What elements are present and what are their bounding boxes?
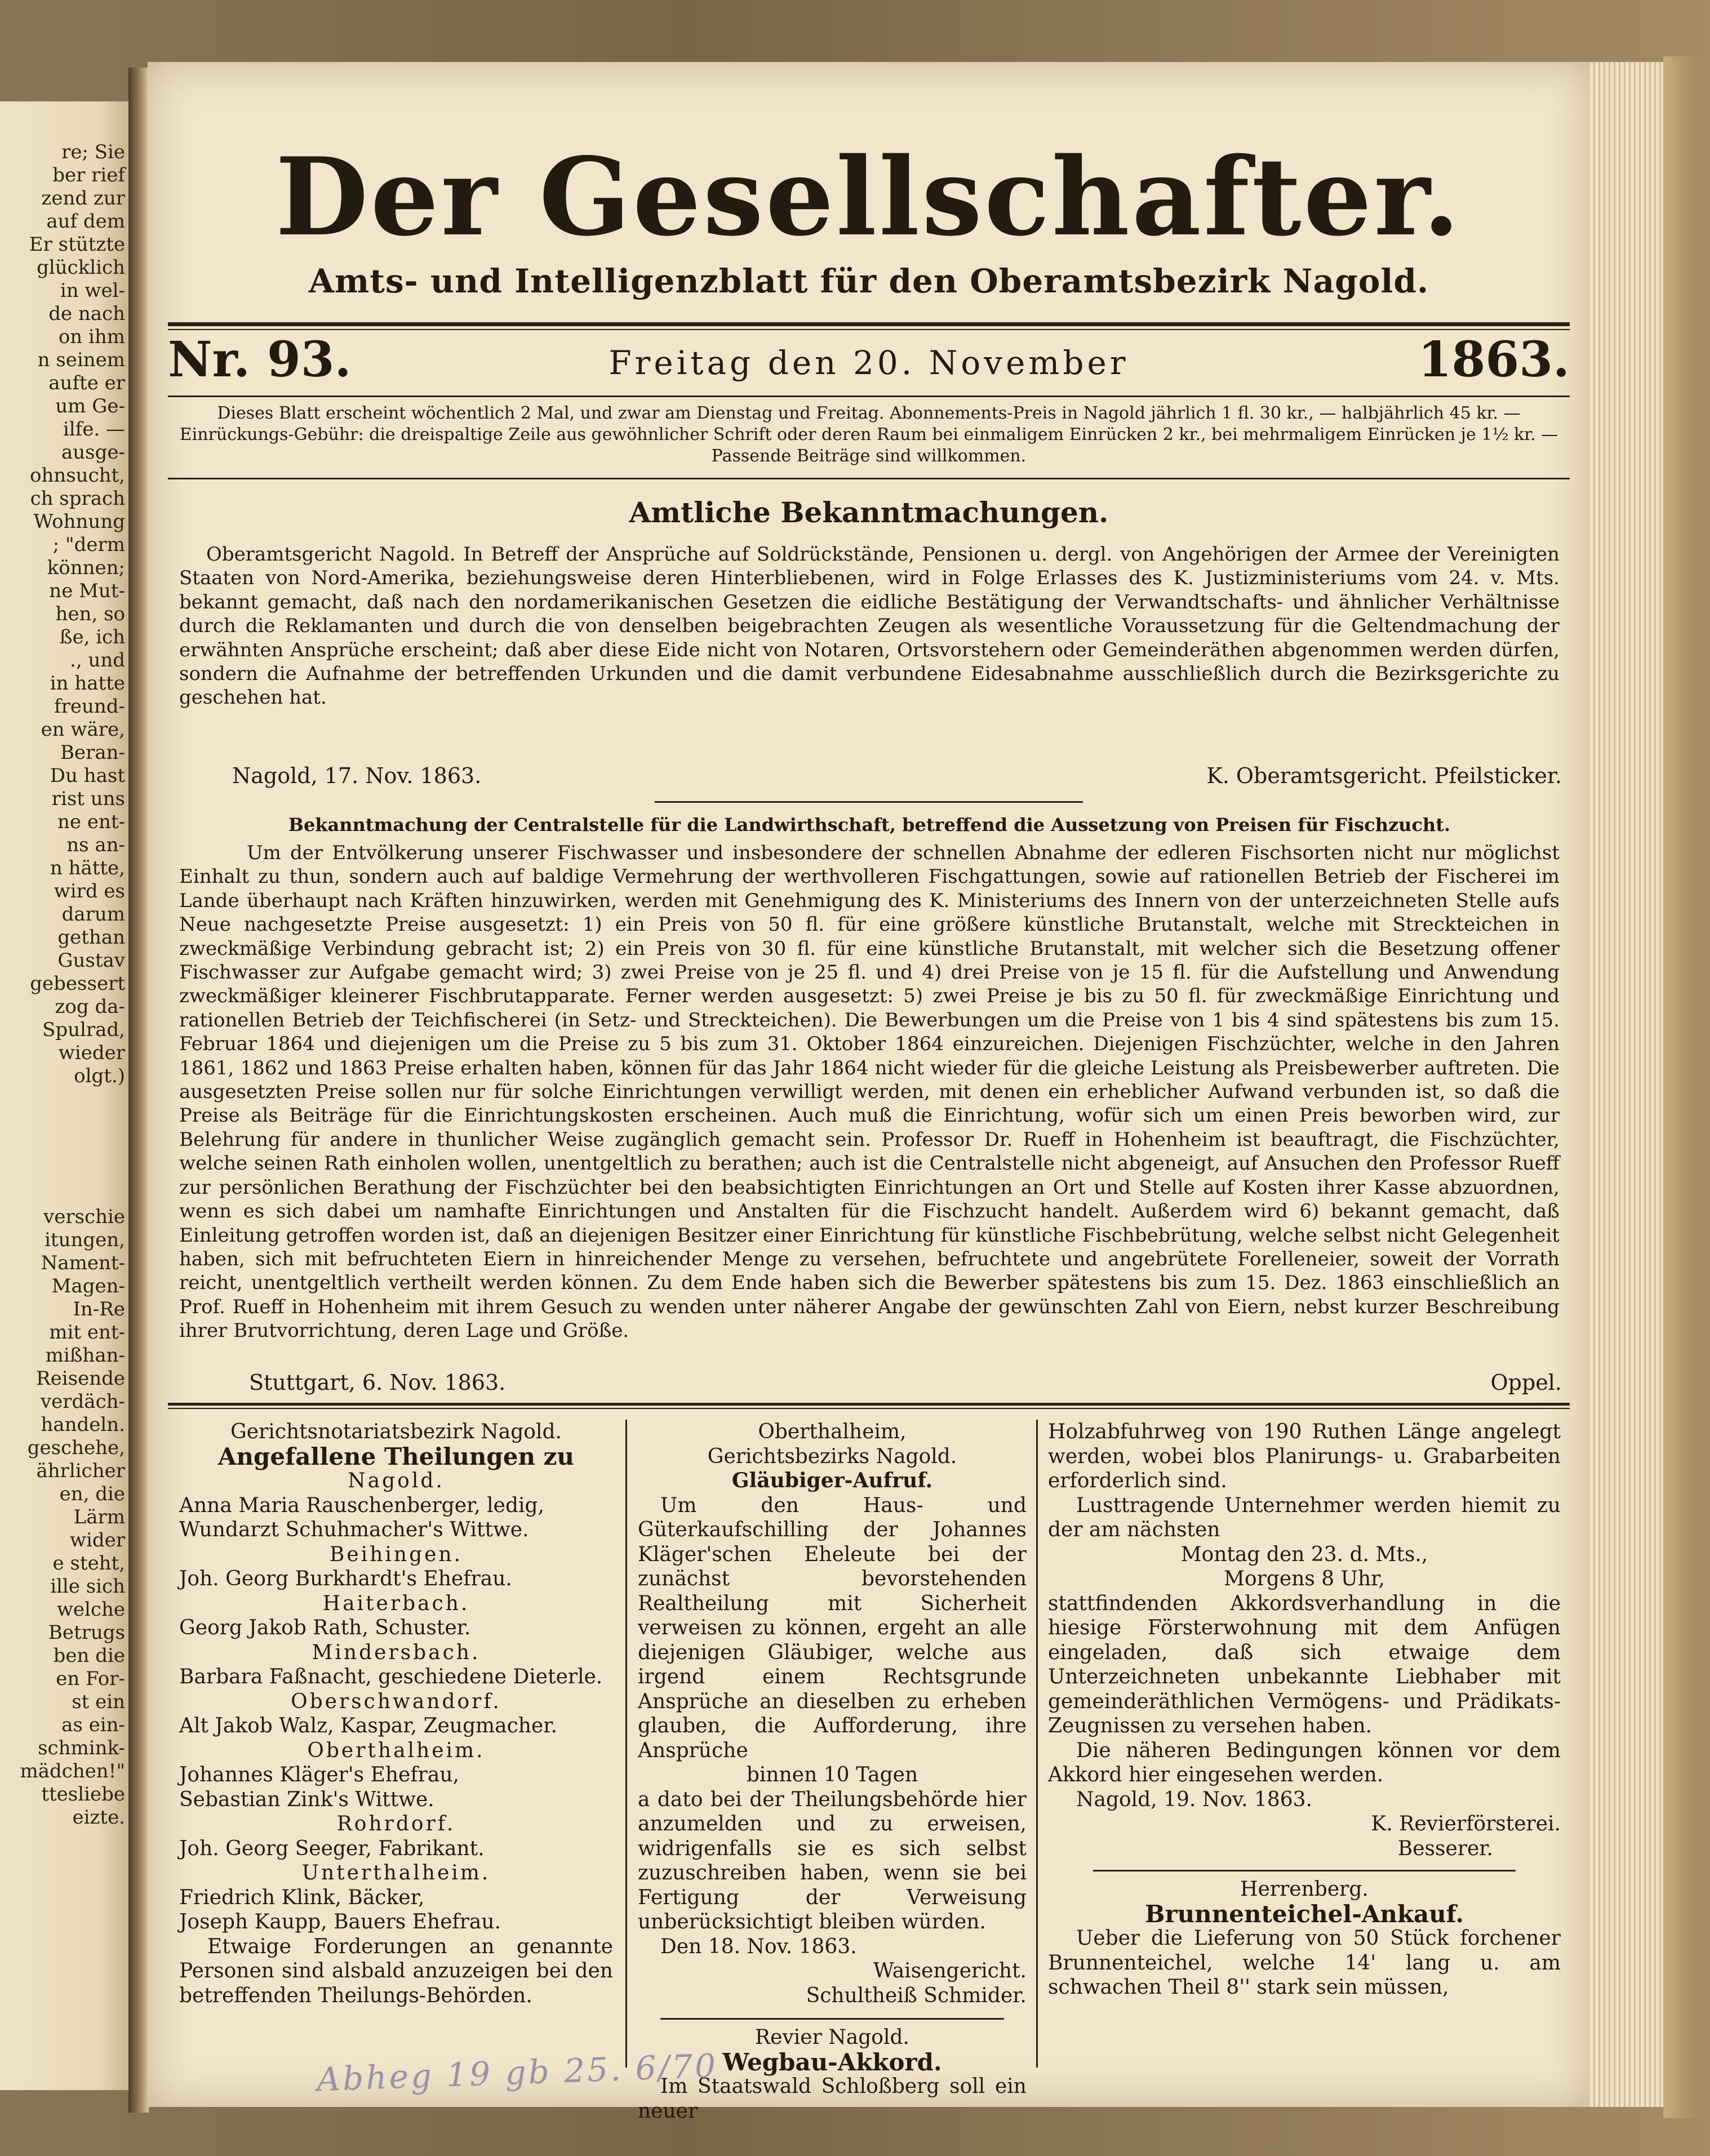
column-right-date1: Montag den 23. d. Mts.,: [1180, 1542, 1428, 1566]
left-page-line: re; Sie: [61, 141, 125, 163]
left-entry-place: Oberschwandorf.: [291, 1690, 501, 1713]
left-page-line: ille sich: [50, 1575, 125, 1598]
left-page-line: Reisende: [36, 1367, 125, 1390]
left-page-line: können;: [47, 557, 125, 579]
column-middle: [638, 1420, 1027, 2123]
masthead-title: Der Gesellschafter.: [275, 134, 1463, 260]
left-page-line: Du hast: [50, 764, 125, 787]
left-page-line: auf dem: [46, 210, 125, 233]
columns-top-rule: [168, 1403, 1570, 1406]
left-page-line: ne Mut-: [49, 580, 125, 602]
left-page-line: de nach: [48, 303, 125, 325]
left-page-line: Nament-: [41, 1252, 125, 1274]
left-page-line: Wohnung: [33, 510, 125, 533]
left-entry-name: Georg Jakob Rath, Schuster.: [179, 1616, 471, 1639]
left-page-line: n hätte,: [50, 857, 125, 879]
left-page-line: geschehe,: [27, 1437, 125, 1459]
left-page-line: ; "derm: [52, 534, 125, 556]
newspaper-page: [148, 62, 1590, 2123]
left-page-line: Betrugs: [48, 1621, 125, 1644]
left-entry-place: Mindersbach.: [312, 1641, 481, 1664]
issue-year: 1863.: [1418, 331, 1570, 388]
left-page-line: freund-: [54, 695, 125, 718]
oberamt-notice-signature: K. Oberamtsgericht. Pfeilsticker.: [1206, 763, 1562, 788]
subscription-info: Dieses Blatt erscheint wöchentlich 2 Mal, und zwar am Dienstag und Freitag. Abonnements-Preis in Nagold jährlich 1 fl. 30 kr., — halbjährlich 45 kr. — Einrückungs-Gebühr: die dreispaltige Zeile aus gewöhnlicher Schrift oder deren Raum bei einmaligem Einrücken 2 kr., bei mehrmaligem Einrücken je 1½ kr. — Passende Beiträge sind willkommen.: [179, 403, 1558, 466]
left-page-line: wider: [69, 1529, 125, 1552]
left-entry-place: Oberthalheim.: [307, 1739, 485, 1762]
left-page-line: ohnsucht,: [29, 464, 125, 487]
left-page-line: mißhan-: [45, 1344, 125, 1367]
masthead-rule-thick: [168, 322, 1570, 326]
left-entry-name: Joseph Kaupp, Bauers Ehefrau.: [179, 1910, 501, 1933]
left-page-line: ns an-: [66, 834, 125, 856]
left-page-line: verdäch-: [40, 1390, 125, 1413]
cover-edge: [1663, 56, 1697, 2118]
left-entry-name: Wundarzt Schuhmacher's Wittwe.: [179, 1518, 529, 1541]
left-entry-name: Sebastian Zink's Wittwe.: [179, 1788, 434, 1811]
left-entry-place: Unterthalheim.: [301, 1861, 491, 1884]
left-page-line: n seinem: [37, 349, 125, 371]
issue-number: Nr. 93.: [168, 331, 352, 388]
oberamt-notice-body: Oberamtsgericht Nagold. In Betreff der Ansprüche auf Soldrückstände, Pensionen u. dergl. von Angehörigen der Armee der Vereinigten Staaten von Nord-Amerika, beziehungsweise deren Hinterbliebenen, wird in Folge Erlasses des K. Justizministeriums vom 24. v. Mts. bekannt gemacht, daß nach den nordamerikanischen Gesetzen die eidliche Bestätigung der Verwandtschafts- und ähnlicher Verhältnisse durch die Reklamanten und durch die von denselben beigebrachten Zeugen als wesentliche Voraussetzung für die Geltendmachung der erwähnten Ansprüche erscheint; daß aber diese Eide nicht von Notaren, Ortsvorstehern oder Gemeinderäthen abgenommen werden dürfen, sondern die Aufnahme der betreffenden Urkunden und die damit verbundene Eidesabnahme ausschließlich durch die Bezirksgerichte zu geschehen hat.: [179, 543, 1560, 709]
column-middle-heading: Gläubiger-Aufruf.: [731, 1469, 933, 1492]
central-notice-place-date: Stuttgart, 6. Nov. 1863.: [249, 1370, 506, 1395]
left-page-line: Lärm: [73, 1506, 125, 1528]
masthead-subtitle: Amts- und Intelligenzblatt für den Oberamtsbezirk Nagold.: [308, 262, 1429, 300]
central-notice-body: Um der Entvölkerung unserer Fischwasser und insbesondere der schnellen Abnahme der edleren Fischsorten nicht nur möglichst Einhalt zu thun, sondern auch auf baldige Vermehrung der werthvolleren Fischgattungen, sowie auf rationellen Betrieb der Fischerei im Lande überhaupt nach Kräften hinzuwirken, werden mit Genehmigung des K. Ministeriums des Innern von der unterzeichneten Stelle aufs Neue nachgesetzte Preise ausgesetzt: 1) ein Preis von 50 fl. für eine größere künstliche Brutanstalt, welche mit Streckteichen in zweckmäßige Verbindung gebracht ist; 2) ein Preis von 30 fl. für eine künstliche Brutanstalt, mit welcher sich die Besetzung offener Fischwasser zur Aufgabe gemacht wird; 3) zwei Preise von je 25 fl. und 4) drei Preise von je 15 fl. für die Aufstellung und Anwendung zweckmäßiger kleinerer Fischbrutapparate. Ferner werden ausgesetzt: 5) zwei Preise je bis zu 50 fl. für zweckmäßige Einrichtung und rationellen Betrieb der Teichfischerei (in Setz- und Streckteichen). Die Bewerbungen um die Preise von 1 bis 4 sind spätestens bis zum 15. Februar 1864 und diejenigen um die Preise zu 5 bis zum 31. Oktober 1864 einzureichen. Diejenigen Fischzüchter, welche in den Jahren 1861, 1862 und 1863 Preise erhalten haben, können für das Jahr 1864 nicht wieder für die gleiche Leistung als Preisbewerber auftreten. Die ausgesetzten Preise sollen nur für solche Einrichtungen verwilligt werden, mit denen ein erheblicher Aufwand verbunden ist, so daß die Preise als Beiträge für die Einrichtungskosten erscheinen. Auch muß die Einrichtung, wofür sich um einen Preis beworben wird, zur Belehrung für andere in thunlicher Weise zugänglich gemacht sein. Professor Dr. Rueff in Hohenheim ist beauftragt, die Fischzüchter, welche seinen Rath einholen wollen, unentgeltlich zu berathen; auch ist die Centralstelle nicht abgeneigt, auf Ansuchen den Professor Rueff zur persönlichen Berathung der Fischzüchter bei den beabsichtigten Einrichtungen an Ort und Stelle auf Kosten ihrer Kasse abzuordnen, wenn es sich dabei um namhafte Einrichtungen und Anstalten für die Fischzucht handelt. Außerdem wird 6) bekannt gemacht, daß Einleitung getroffen worden ist, daß an diejenigen Besitzer einer Einrichtung für künstliche Fischbebrütung, welche selbst nicht Gelegenheit haben, sich mit befruchteten Eiern in hinreichender Menge zu versehen, befruchtete und angebrütete Forelleneier, soweit der Vorrath reicht, unentgeltlich vertheilt werden können. Zu dem Ende haben sich die Bewerber spätestens bis zum 15. Dez. 1863 einschließlich an Prof. Rueff in Hohenheim mit ihrem Gesuch zu wenden unter näherer Angabe der gewünschten Zahl von Eiern, nebst kurzer Beschreibung ihrer Brutvorrichtung, deren Lage und Größe.: [179, 842, 1560, 1343]
left-page-line: Gustav: [57, 949, 125, 972]
left-entry-name: Barbara Faßnacht, geschiedene Dieterle.: [179, 1665, 603, 1688]
central-notice-heading: Bekanntmachung der Centralstelle für die Landwirthschaft, betreffend die Aussetzung von Preisen für Fischzucht.: [288, 814, 1451, 835]
column-right-heading2: Brunnenteichel-Ankauf.: [1145, 1900, 1464, 1928]
column-middle-body3: Im Staatswald Schloßberg soll ein neuer: [638, 2075, 1027, 2123]
left-page-line: darum: [61, 903, 125, 926]
column-middle-sig1: Waisengericht.: [873, 1959, 1027, 1982]
column-left-closing: Etwaige Forderungen an genannte Personen sind alsbald anzuzeigen bei den betreffenden Theilungs-Behörden.: [179, 1935, 613, 2007]
column-divider-right: [1036, 1420, 1038, 2068]
left-entry-place: Beihingen.: [329, 1542, 463, 1566]
left-page-line: Er stützte: [29, 233, 125, 256]
left-page-line: ch sprach: [30, 487, 125, 510]
left-page-line: st ein: [72, 1691, 125, 1713]
column-left-heading: Angefallene Theilungen zu: [217, 1442, 575, 1470]
left-page-line: in hatte: [50, 672, 125, 695]
columns-top-rule-thin: [168, 1408, 1570, 1409]
left-page-fragment: [0, 101, 130, 2090]
pencil-annotation: Abheg 19 gb 25. 6/70: [316, 2046, 719, 2099]
page-stack-edge: [1590, 62, 1663, 2107]
column-right-body5: Ueber die Lieferung von 50 Stück forchener Brunnenteichel, welche 14' lang u. am schwachen Theil 8'' stark sein müssen,: [1048, 1927, 1561, 1999]
column-middle-deadline: binnen 10 Tagen: [746, 1763, 918, 1786]
left-page-line: verschie: [43, 1206, 125, 1228]
left-entry-place: Rohrdorf.: [336, 1812, 456, 1835]
section-divider-1: [655, 801, 1083, 803]
central-notice-signature: Oppel.: [1490, 1370, 1562, 1395]
left-page-line: Spulrad,: [42, 1019, 125, 1041]
masthead-rule-thin: [168, 329, 1570, 330]
left-page-line: ber rief: [52, 164, 125, 186]
column-divider-left: [625, 1420, 627, 2068]
column-middle-district: Gerichtsbezirks Nagold.: [707, 1444, 957, 1468]
left-page-line: gebessert: [30, 972, 125, 995]
left-page-line: ausge-: [61, 441, 125, 464]
left-page-line: schmink-: [38, 1737, 125, 1759]
left-page-line: wieder: [58, 1042, 125, 1064]
left-page-line: glücklich: [37, 256, 125, 279]
left-page-line: ße, ich: [59, 626, 125, 648]
left-page-line: olgt.): [74, 1065, 125, 1087]
left-entry-name: Johannes Kläger's Ehefrau,: [179, 1763, 459, 1786]
left-page-line: ben die: [53, 1644, 125, 1667]
left-page-line: as ein-: [61, 1714, 125, 1736]
column-right-divider: [1093, 1870, 1516, 1872]
left-page-line: zend zur: [41, 187, 125, 210]
column-left-district: Gerichtsnotariatsbezirk Nagold.: [230, 1420, 562, 1443]
left-page-line: ttesliebe: [41, 1783, 125, 1806]
left-page-line: en, die: [59, 1483, 125, 1505]
left-entry-name: Alt Jakob Walz, Kaspar, Zeugmacher.: [179, 1714, 557, 1737]
column-left-entries: [179, 1469, 613, 1935]
column-middle-body2: a dato bei der Theilungsbehörde hier anzumelden und zu erweisen, widrigenfalls sie es sich selbst zuzuschreiben haben, wenn sie bei Fertigung der Verweisung unberücksichtigt bleiben würden.: [638, 1788, 1027, 1933]
left-page-line: on ihm: [58, 326, 125, 348]
column-middle-place2: Revier Nagold.: [755, 2026, 909, 2049]
left-page-line: Beran-: [60, 741, 125, 764]
column-middle-divider: [660, 2018, 1004, 2020]
left-page-line: rist uns: [51, 788, 125, 810]
column-right: [1048, 1420, 1561, 2000]
column-middle-sig2: Schultheiß Schmider.: [806, 1984, 1027, 2007]
column-right-time: Morgens 8 Uhr,: [1224, 1567, 1385, 1590]
subscription-rule: [168, 478, 1570, 479]
left-entry-name: Joh. Georg Burkhardt's Ehefrau.: [179, 1567, 512, 1590]
left-page-line: mit ent-: [49, 1321, 125, 1344]
left-page-line: aufte er: [48, 372, 125, 394]
left-entry-name: Friedrich Klink, Bäcker,: [179, 1886, 425, 1909]
column-right-sig1: K. Revierförsterei.: [1371, 1812, 1561, 1835]
column-middle-place: Oberthalheim,: [758, 1420, 907, 1443]
left-entry-place: Haiterbach.: [322, 1592, 470, 1615]
column-left: [179, 1420, 613, 2008]
left-page-line: eizte.: [72, 1806, 125, 1829]
issue-rule: [168, 395, 1570, 397]
left-page-line: hen, so: [55, 603, 125, 625]
column-middle-heading2: Wegbau-Akkord.: [722, 2048, 942, 2076]
left-page-line: en For-: [56, 1668, 125, 1690]
left-page-line: welche: [56, 1598, 125, 1621]
left-entry-name: Joh. Georg Seeger, Fabrikant.: [179, 1837, 485, 1860]
column-right-sig2: Besserer.: [1397, 1837, 1493, 1860]
issue-date: Freitag den 20. November: [609, 344, 1129, 382]
column-middle-date: Den 18. Nov. 1863.: [660, 1935, 857, 1958]
book-gutter: [128, 68, 149, 2113]
column-right-body2: Lusttragende Unternehmer werden hiemit zu der am nächsten: [1048, 1493, 1561, 1541]
left-page-line: mädchen!": [20, 1760, 125, 1782]
column-right-place2: Herrenberg.: [1240, 1878, 1369, 1901]
left-page-line: en wäre,: [41, 718, 125, 741]
left-page-line: ährlicher: [36, 1460, 125, 1482]
column-right-body4: Die näheren Bedingungen können vor dem Akkord hier eingesehen werden.: [1048, 1739, 1561, 1786]
column-right-place-date: Nagold, 19. Nov. 1863.: [1076, 1788, 1313, 1811]
column-middle-body1: Um den Haus- und Güterkaufschilling der Johannes Kläger'schen Eheleute bei der zunächst bevorstehenden Realtheilung mit Sicherheit verweisen zu können, ergeht an alle diejenigen Gläubiger, welche aus irgend einem Rechtsgrunde Ansprüche an dieselben zu erheben glauben, die Aufforderung, ihre Ansprüche: [638, 1493, 1027, 1762]
left-entry-name: Anna Maria Rauschenberger, ledig,: [179, 1493, 545, 1517]
column-right-body1: Holzabfuhrweg von 190 Ruthen Länge angelegt werden, wobei blos Planirungs- u. Grabarbeiten erforderlich sind.: [1048, 1420, 1561, 1492]
left-entry-place: Nagold.: [348, 1469, 445, 1492]
left-page-line: ilfe. —: [63, 418, 125, 441]
left-page-line: in wel-: [60, 279, 125, 302]
column-right-body3: stattfindenden Akkordsverhandlung in die hiesige Försterwohnung mit dem Anfügen eingeladen, daß sich etwaige dem Unterzeichneten unbekannte Liebhaber mit gemeinderäthlichen Vermögens- und Prädikats-Zeugnissen zu versehen haben.: [1048, 1592, 1561, 1737]
left-page-line: wird es: [54, 880, 125, 903]
left-page-line: handeln.: [41, 1413, 125, 1436]
left-page-line: itungen,: [45, 1229, 125, 1251]
left-page-line: In-Re: [73, 1298, 125, 1321]
left-page-line: gethan: [57, 926, 125, 949]
left-page-line: ., und: [70, 649, 125, 672]
oberamt-notice-place-date: Nagold, 17. Nov. 1863.: [232, 763, 482, 788]
official-notices-heading: Amtliche Bekanntmachungen.: [629, 496, 1109, 529]
left-page-line: ne ent-: [57, 811, 125, 833]
left-page-line: zog da-: [55, 995, 125, 1018]
left-page-line: e steht,: [52, 1552, 125, 1575]
left-page-line: um Ge-: [55, 395, 125, 417]
left-page-line: Magen-: [51, 1275, 125, 1297]
